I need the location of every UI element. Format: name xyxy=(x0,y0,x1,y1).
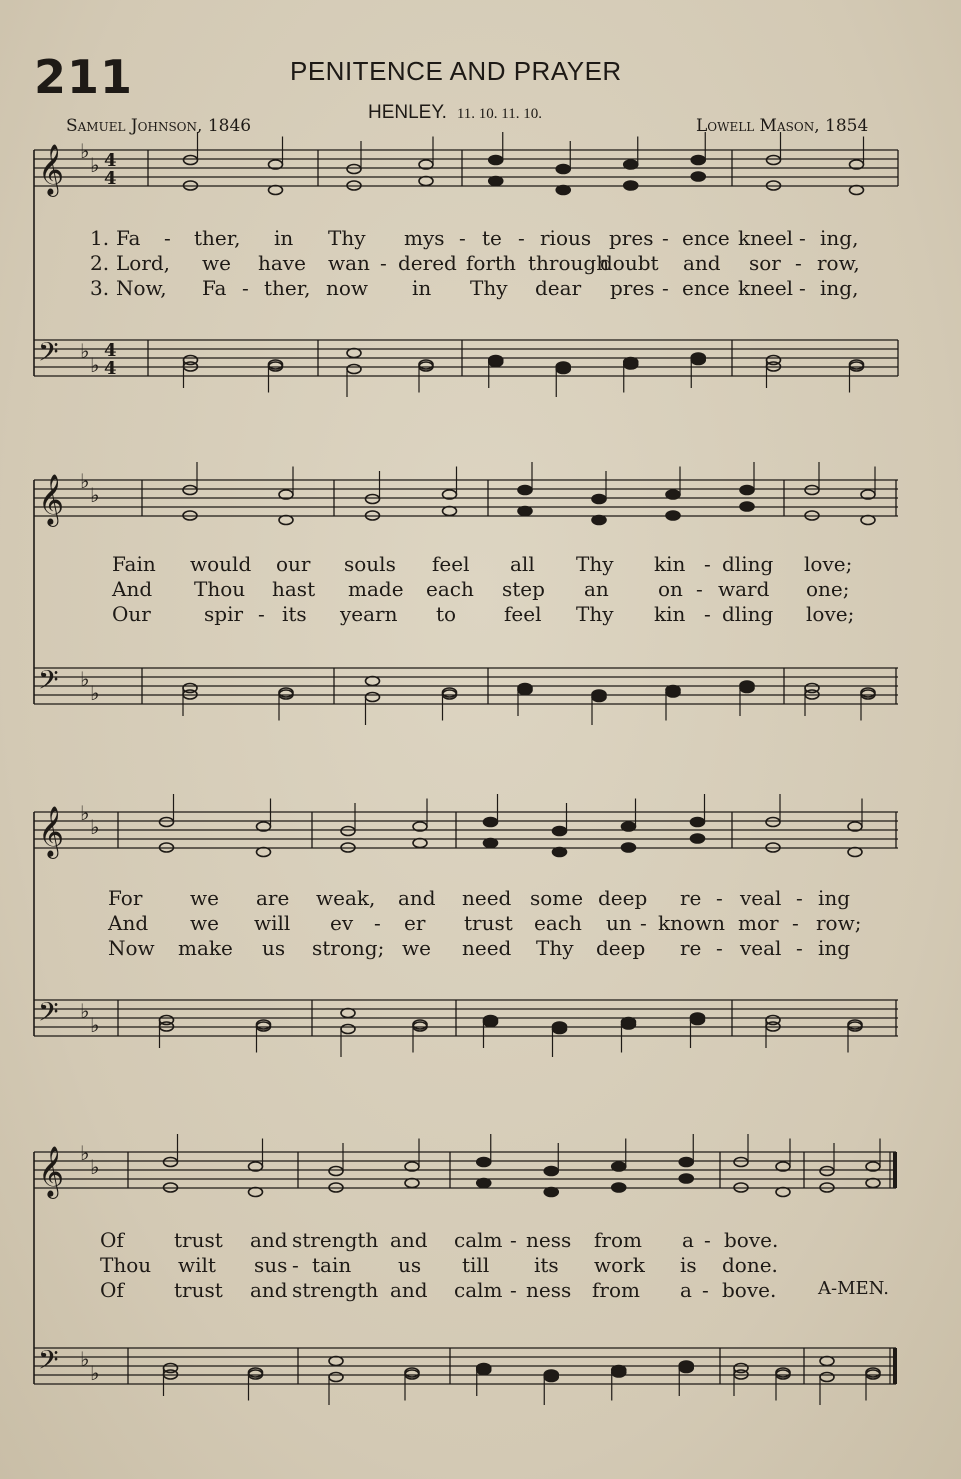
syllable: us xyxy=(262,936,286,960)
syllable: And xyxy=(112,577,153,601)
syllable: For xyxy=(108,886,143,910)
tune-name: HENLEY. xyxy=(368,102,447,123)
syllable: - xyxy=(716,936,723,960)
note-head xyxy=(160,818,174,827)
flat-icon: ♭ xyxy=(90,1013,100,1037)
note-head xyxy=(279,516,293,525)
note-head xyxy=(249,1188,263,1197)
verse-1-line xyxy=(0,226,961,252)
note-head xyxy=(805,486,819,495)
syllable: from xyxy=(592,1278,640,1302)
flat-icon: ♭ xyxy=(80,339,90,363)
flat-icon: ♭ xyxy=(90,153,100,177)
note-head xyxy=(544,1167,558,1176)
syllable: through xyxy=(528,251,610,275)
note-head xyxy=(489,356,503,365)
syllable: done. xyxy=(722,1253,778,1277)
flat-icon: ♭ xyxy=(90,353,100,377)
syllable: step xyxy=(502,577,545,601)
syllable: strength xyxy=(292,1228,379,1252)
note-head xyxy=(622,822,636,831)
syllable: made xyxy=(348,577,404,601)
author-credit: Samuel Johnson, 1846 xyxy=(66,116,252,136)
syllable: row; xyxy=(816,911,862,935)
syllable: and xyxy=(683,251,721,275)
note-head xyxy=(850,186,864,195)
verse-number: 2. xyxy=(90,251,110,275)
note-head xyxy=(347,349,361,358)
syllable: would xyxy=(190,552,252,576)
note-head xyxy=(477,1364,491,1373)
syllable: now xyxy=(326,276,369,300)
note-head xyxy=(553,827,567,836)
note-head xyxy=(734,1158,748,1167)
amen-label: A-MEN. xyxy=(818,1278,889,1299)
syllable: spir xyxy=(204,602,244,626)
syllable: and xyxy=(390,1278,428,1302)
syllable: feel xyxy=(504,602,542,626)
flat-icon: ♭ xyxy=(90,483,100,507)
syllable: kin xyxy=(654,552,686,576)
note-head xyxy=(556,165,570,174)
syllable: ward xyxy=(718,577,770,601)
note-head xyxy=(612,1183,626,1192)
syllable: ther, xyxy=(194,226,241,250)
syllable: - xyxy=(796,936,803,960)
syllable: - xyxy=(258,602,265,626)
syllable: - xyxy=(164,226,171,250)
syllable: row, xyxy=(817,251,860,275)
note-head xyxy=(484,818,498,827)
note-head xyxy=(734,1364,748,1373)
hymn-number: 211 xyxy=(34,50,134,104)
note-head xyxy=(740,486,754,495)
syllable: our xyxy=(276,552,311,576)
note-head xyxy=(691,172,705,181)
note-head xyxy=(329,1167,343,1176)
note-head xyxy=(691,834,705,843)
syllable: rious xyxy=(540,226,592,250)
syllable: re xyxy=(680,936,702,960)
syllable: Now, xyxy=(116,276,167,300)
note-head xyxy=(164,1364,178,1373)
syllable: - xyxy=(662,226,669,250)
syllable: us xyxy=(398,1253,422,1277)
syllable: each xyxy=(534,911,582,935)
note-head xyxy=(544,1373,558,1382)
syllable: Thy xyxy=(328,226,366,250)
treble-clef-icon: 𝄞 xyxy=(38,474,65,525)
syllable: - xyxy=(510,1278,517,1302)
syllable: Fain xyxy=(112,552,156,576)
note-head xyxy=(679,1174,693,1183)
syllable: mor xyxy=(738,911,779,935)
note-head xyxy=(666,490,680,499)
syllable: ing xyxy=(818,936,851,960)
note-head xyxy=(612,1162,626,1171)
note-head xyxy=(341,1009,355,1018)
note-head xyxy=(767,356,781,365)
verse-1-line xyxy=(0,886,961,912)
note-head xyxy=(666,688,680,697)
syllable: yearn xyxy=(340,602,398,626)
syllable: ness xyxy=(526,1228,572,1252)
syllable: is xyxy=(680,1253,697,1277)
note-head xyxy=(443,507,457,516)
syllable: trust xyxy=(174,1228,223,1252)
syllable: its xyxy=(282,602,307,626)
syllable: - xyxy=(716,886,723,910)
time-signature-top: 4 xyxy=(104,150,117,171)
verse-1-line xyxy=(0,1228,961,1254)
syllable: er xyxy=(404,911,426,935)
note-head xyxy=(544,1188,558,1197)
note-head xyxy=(489,156,503,165)
note-head xyxy=(184,356,198,365)
syllable: Of xyxy=(100,1228,124,1252)
syllable: - xyxy=(704,1228,711,1252)
syllable: calm xyxy=(454,1278,503,1302)
syllable: have xyxy=(258,251,306,275)
note-head xyxy=(691,818,705,827)
verse-2-line xyxy=(0,577,961,603)
note-head xyxy=(184,156,198,165)
syllable: - xyxy=(792,911,799,935)
verse-3-line xyxy=(0,276,961,302)
syllable: some xyxy=(530,886,584,910)
syllable: Fa xyxy=(116,226,141,250)
note-head xyxy=(622,1020,636,1029)
note-head xyxy=(341,1025,355,1034)
syllable: an xyxy=(584,577,609,601)
syllable: Now xyxy=(108,936,155,960)
syllable: and xyxy=(250,1228,288,1252)
note-head xyxy=(366,693,380,702)
verse-2-line xyxy=(0,251,961,277)
syllable: a xyxy=(682,1228,694,1252)
syllable: kneel xyxy=(738,226,794,250)
syllable: known xyxy=(658,911,726,935)
syllable: Of xyxy=(100,1278,124,1302)
bass-clef-icon: 𝄢 xyxy=(38,1344,59,1382)
note-head xyxy=(612,1368,626,1377)
syllable: - xyxy=(696,577,703,601)
final-barline-thick xyxy=(893,1152,897,1188)
flat-icon: ♭ xyxy=(90,1155,100,1179)
verse-2-line xyxy=(0,911,961,937)
note-head xyxy=(624,160,638,169)
note-head xyxy=(691,1016,705,1025)
note-head xyxy=(679,1364,693,1373)
note-head xyxy=(592,516,606,525)
syllable: sor xyxy=(749,251,781,275)
syllable: Thy xyxy=(536,936,574,960)
syllable: love; xyxy=(804,552,853,576)
note-head xyxy=(347,165,361,174)
syllable: in xyxy=(412,276,432,300)
syllable: Lord, xyxy=(116,251,171,275)
note-head xyxy=(419,177,433,186)
syllable: need xyxy=(462,936,512,960)
syllable: ence xyxy=(682,276,730,300)
note-head xyxy=(861,516,875,525)
verse-number: 1. xyxy=(90,226,110,250)
note-head xyxy=(257,848,271,857)
syllable: - xyxy=(640,911,647,935)
syllable: and xyxy=(390,1228,428,1252)
syllable: sus xyxy=(254,1253,288,1277)
flat-icon: ♭ xyxy=(80,139,90,163)
note-head xyxy=(740,684,754,693)
syllable: doubt xyxy=(600,251,659,275)
syllable: in xyxy=(274,226,294,250)
syllable: bove. xyxy=(722,1278,777,1302)
syllable: strong; xyxy=(312,936,385,960)
syllable: calm xyxy=(454,1228,503,1252)
note-head xyxy=(484,839,498,848)
syllable: hast xyxy=(272,577,316,601)
flat-icon: ♭ xyxy=(90,815,100,839)
syllable: from xyxy=(594,1228,642,1252)
syllable: - xyxy=(795,251,802,275)
note-head xyxy=(848,848,862,857)
syllable: till xyxy=(462,1253,490,1277)
note-head xyxy=(866,1179,880,1188)
syllable: - xyxy=(242,276,249,300)
note-head xyxy=(666,511,680,520)
syllable: dear xyxy=(535,276,582,300)
syllable: - xyxy=(459,226,466,250)
syllable: - xyxy=(518,226,525,250)
note-head xyxy=(556,186,570,195)
treble-clef-icon: 𝄞 xyxy=(38,806,65,857)
syllable: need xyxy=(462,886,512,910)
verse-2-line xyxy=(0,1253,961,1279)
note-head xyxy=(413,839,427,848)
flat-icon: ♭ xyxy=(80,469,90,493)
syllable: all xyxy=(510,552,535,576)
syllable: are xyxy=(256,886,290,910)
syllable: love; xyxy=(806,602,855,626)
syllable: - xyxy=(704,602,711,626)
syllable: veal xyxy=(740,886,782,910)
note-head xyxy=(518,684,532,693)
syllable: its xyxy=(534,1253,559,1277)
note-head xyxy=(766,1016,780,1025)
bass-clef-icon: 𝄢 xyxy=(38,336,59,374)
note-head xyxy=(183,486,197,495)
syllable: dling xyxy=(722,602,774,626)
syllable: will xyxy=(254,911,291,935)
note-head xyxy=(592,693,606,702)
syllable: - xyxy=(702,1278,709,1302)
note-head xyxy=(477,1179,491,1188)
note-head xyxy=(622,843,636,852)
syllable: one; xyxy=(806,577,850,601)
note-head xyxy=(347,365,361,374)
flat-icon: ♭ xyxy=(80,1141,90,1165)
verse-3-line xyxy=(0,936,961,962)
note-head xyxy=(624,360,638,369)
note-head xyxy=(767,156,781,165)
syllable: - xyxy=(796,886,803,910)
syllable: we xyxy=(202,251,231,275)
flat-icon: ♭ xyxy=(90,681,100,705)
syllable: - xyxy=(510,1228,517,1252)
bass-clef-icon: 𝄢 xyxy=(38,664,59,702)
syllable: wan xyxy=(328,251,370,275)
note-head xyxy=(691,156,705,165)
note-head xyxy=(160,1016,174,1025)
syllable: re xyxy=(680,886,702,910)
syllable: trust xyxy=(174,1278,223,1302)
verse-3-line xyxy=(0,602,961,628)
flat-icon: ♭ xyxy=(80,999,90,1023)
syllable: And xyxy=(108,911,149,935)
section-title: PENITENCE AND PRAYER xyxy=(290,56,622,86)
note-head xyxy=(776,1188,790,1197)
note-head xyxy=(366,495,380,504)
flat-icon: ♭ xyxy=(80,1347,90,1371)
syllable: mys xyxy=(404,226,445,250)
syllable: ness xyxy=(526,1278,572,1302)
note-head xyxy=(592,495,606,504)
syllable: we xyxy=(190,911,219,935)
syllable: veal xyxy=(740,936,782,960)
syllable: Our xyxy=(112,602,151,626)
syllable: ing, xyxy=(820,276,859,300)
time-signature-bottom: 4 xyxy=(104,168,117,189)
syllable: - xyxy=(662,276,669,300)
syllable: we xyxy=(190,886,219,910)
syllable: deep xyxy=(596,936,646,960)
syllable: - xyxy=(799,276,806,300)
note-head xyxy=(366,677,380,686)
treble-clef-icon: 𝄞 xyxy=(38,144,65,195)
syllable: a xyxy=(680,1278,692,1302)
note-head xyxy=(766,818,780,827)
bass-clef-icon: 𝄢 xyxy=(38,996,59,1034)
syllable: Thy xyxy=(576,602,614,626)
note-head xyxy=(489,177,503,186)
syllable: weak, xyxy=(316,886,376,910)
flat-icon: ♭ xyxy=(90,1361,100,1385)
syllable: ing, xyxy=(820,226,859,250)
note-head xyxy=(740,502,754,511)
syllable: feel xyxy=(432,552,470,576)
syllable: - xyxy=(374,911,381,935)
note-head xyxy=(556,365,570,374)
composer-credit: Lowell Mason, 1854 xyxy=(696,116,869,136)
note-head xyxy=(518,507,532,516)
syllable: - xyxy=(292,1253,299,1277)
flat-icon: ♭ xyxy=(80,801,90,825)
note-head xyxy=(691,356,705,365)
syllable: work xyxy=(594,1253,645,1277)
syllable: and xyxy=(250,1278,288,1302)
note-head xyxy=(329,1373,343,1382)
note-head xyxy=(553,1025,567,1034)
note-head xyxy=(553,848,567,857)
syllable: bove. xyxy=(724,1228,779,1252)
syllable: souls xyxy=(344,552,396,576)
note-head xyxy=(518,486,532,495)
syllable: Thou xyxy=(100,1253,152,1277)
syllable: kin xyxy=(654,602,686,626)
note-head xyxy=(183,684,197,693)
verse-1-line xyxy=(0,552,961,578)
syllable: Thy xyxy=(576,552,614,576)
syllable: - xyxy=(704,552,711,576)
note-head xyxy=(329,1357,343,1366)
syllable: forth xyxy=(466,251,516,275)
syllable: ev xyxy=(330,911,354,935)
treble-clef-icon: 𝄞 xyxy=(38,1146,65,1197)
syllable: - xyxy=(380,251,387,275)
syllable: dling xyxy=(722,552,774,576)
syllable: make xyxy=(178,936,233,960)
syllable: wilt xyxy=(178,1253,216,1277)
syllable: te xyxy=(482,226,502,250)
syllable: Thy xyxy=(470,276,508,300)
note-head xyxy=(341,827,355,836)
time-signature-top: 4 xyxy=(104,340,117,361)
syllable: - xyxy=(799,226,806,250)
note-head xyxy=(820,1357,834,1366)
syllable: dered xyxy=(398,251,457,275)
note-head xyxy=(484,1016,498,1025)
note-head xyxy=(624,181,638,190)
note-head xyxy=(269,186,283,195)
syllable: and xyxy=(398,886,436,910)
syllable: ther, xyxy=(264,276,311,300)
flat-icon: ♭ xyxy=(80,667,90,691)
time-signature-bottom: 4 xyxy=(104,358,117,379)
syllable: we xyxy=(402,936,431,960)
syllable: tain xyxy=(312,1253,352,1277)
meter: 11. 10. 11. 10. xyxy=(456,106,542,122)
final-barline-thick xyxy=(893,1348,897,1384)
note-head xyxy=(477,1158,491,1167)
syllable: Fa xyxy=(202,276,227,300)
note-head xyxy=(679,1158,693,1167)
syllable: on xyxy=(658,577,683,601)
note-head xyxy=(405,1179,419,1188)
note-head xyxy=(820,1373,834,1382)
syllable: strength xyxy=(292,1278,379,1302)
syllable: to xyxy=(436,602,457,626)
note-head xyxy=(820,1167,834,1176)
syllable: un xyxy=(606,911,632,935)
note-head xyxy=(164,1158,178,1167)
syllable: kneel xyxy=(738,276,794,300)
verse-3-line xyxy=(0,1278,961,1304)
syllable: pres xyxy=(610,276,655,300)
syllable: deep xyxy=(598,886,648,910)
syllable: each xyxy=(426,577,474,601)
syllable: trust xyxy=(464,911,513,935)
verse-number: 3. xyxy=(90,276,110,300)
syllable: pres xyxy=(609,226,654,250)
syllable: ence xyxy=(682,226,730,250)
note-head xyxy=(805,684,819,693)
syllable: ing xyxy=(818,886,851,910)
syllable: Thou xyxy=(194,577,246,601)
